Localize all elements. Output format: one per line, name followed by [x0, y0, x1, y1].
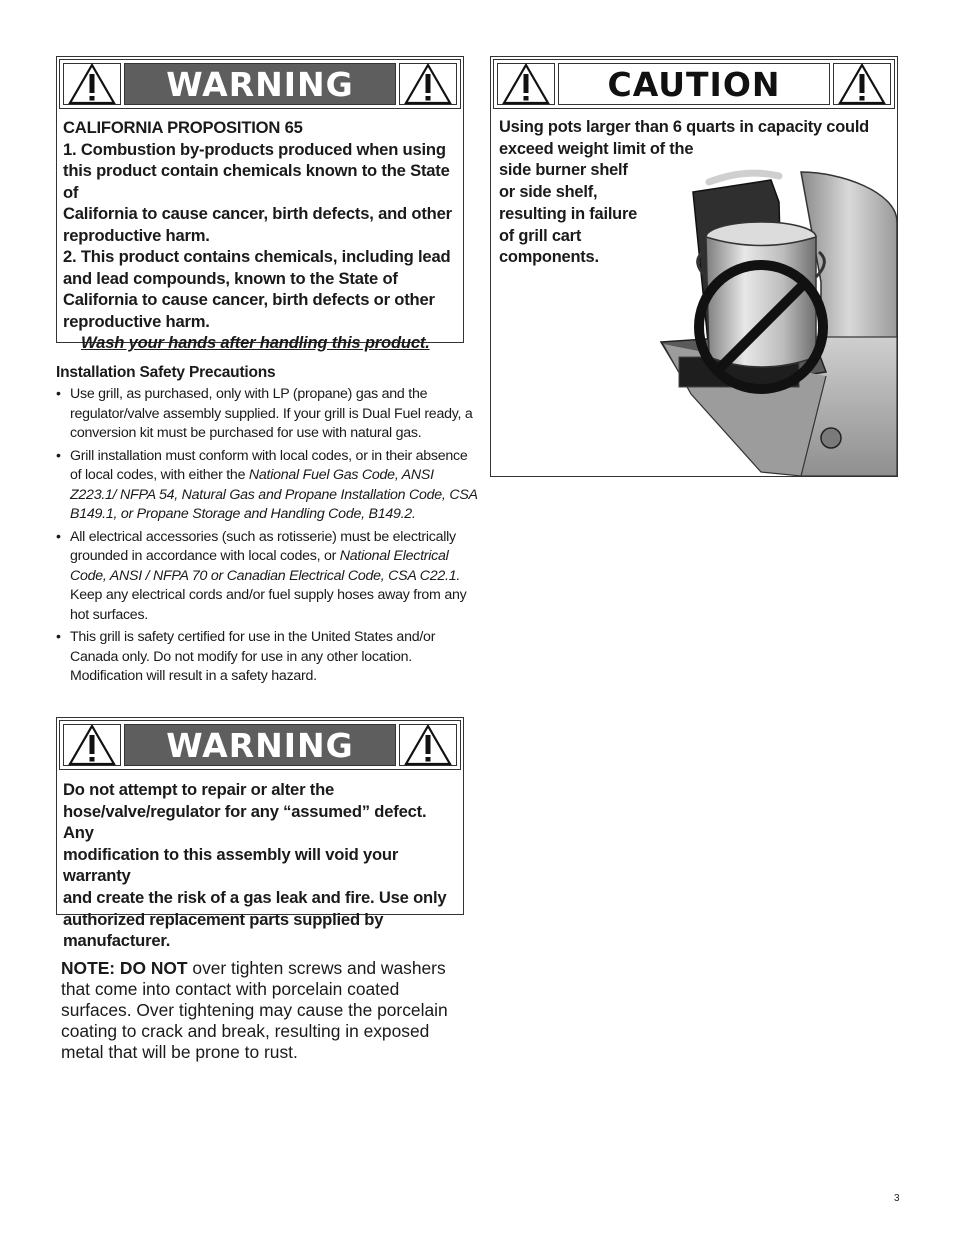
warning-triangle-icon — [399, 724, 457, 766]
caution-title: CAUTION — [558, 63, 830, 105]
list-item — [56, 385, 481, 444]
caution-line: side burner shelf — [499, 161, 628, 180]
caution-line: of grill cart — [499, 226, 582, 245]
list-item-text: Keep any electrical cords and/or fuel supply hoses away from any hot surfaces. — [70, 587, 467, 623]
prop65-line: California to cause cancer, birth defects or other — [63, 290, 435, 309]
caution-line: or side shelf, — [499, 183, 598, 202]
wash-hands-note: Wash your hands after handling this product. — [81, 333, 430, 352]
list-item-text: Use grill, as purchased, only with LP (propane) gas and the regulator/valve assembly supplied. If your grill is Dual Fuel ready, a conversion kit must be purchased for use with natural gas. — [70, 386, 473, 441]
list-item-text: All electrical accessories (such as rotisserie) must be electrically grounded in accordance with local codes, or — [70, 528, 456, 564]
prop65-line: reproductive harm. — [63, 311, 210, 331]
grill-pot-illustration — [651, 162, 897, 476]
warning-triangle-icon — [63, 724, 121, 766]
warning-triangle-icon — [497, 63, 555, 105]
regulator-warning-box — [56, 717, 464, 951]
warning-line: Do not attempt to repair or alter the — [63, 780, 335, 799]
warning-title: WARNING — [124, 63, 396, 105]
prop65-line: 1. Combustion by-products produced when using — [63, 139, 446, 159]
warning-triangle-icon — [833, 63, 891, 105]
list-item — [56, 447, 481, 525]
caution-line: exceed weight limit of the — [499, 139, 694, 158]
caution-line: components. — [499, 248, 599, 267]
installation-list — [56, 385, 481, 690]
note-lead: NOTE: DO NOT — [61, 958, 188, 978]
prop65-text — [63, 117, 455, 354]
regulator-warning-text — [63, 779, 455, 952]
warning-line: authorized replacement parts supplied by — [63, 909, 384, 929]
list-item-text: This grill is safety certified for use in the United States and/or Canada only. Do not modify for use in any other location. Modification will result in a safety hazard. — [70, 629, 436, 684]
warning-line: and create the risk of a gas leak and fire. Use only — [63, 887, 447, 907]
warning-triangle-icon — [399, 63, 457, 105]
warning-header — [59, 720, 461, 770]
page-number: 3 — [894, 1193, 900, 1204]
list-item-italic: National Electrical Code, ANSI / NFPA 70 or Canadian Electrical Code, CSA C22.1. — [70, 548, 461, 584]
note-text: over tighten screws and washers that come into contact with porcelain coated surfaces. Over tightening may cause the porcelain coating to crack and break, resulting in exposed metal that will be prone to rust. — [61, 958, 448, 1062]
warning-title: WARNING — [124, 724, 396, 766]
warning-line: manufacturer. — [63, 931, 171, 951]
warning-line: modification to this assembly will void your warranty — [63, 844, 399, 886]
list-item-text: Grill installation must conform with local codes, or in their absence of local codes, with either the — [70, 447, 468, 483]
list-item — [56, 628, 481, 687]
caution-header — [493, 59, 895, 109]
prop65-line: CALIFORNIA PROPOSITION 65 — [63, 118, 303, 137]
prop65-warning-box — [56, 56, 464, 352]
prop65-line: this product contain chemicals known to the State of — [63, 161, 450, 202]
prop65-line: reproductive harm. — [63, 225, 210, 245]
porcelain-note — [61, 958, 471, 1063]
prop65-line: and lead compounds, known to the State of — [63, 268, 398, 288]
prop65-line: California to cause cancer, birth defects, and other — [63, 204, 452, 223]
caution-line: resulting in failure — [499, 204, 638, 223]
list-item — [56, 528, 481, 626]
caution-box — [490, 56, 898, 477]
warning-header — [59, 59, 461, 109]
warning-line: hose/valve/regulator for any “assumed” defect. Any — [63, 801, 427, 843]
warning-triangle-icon — [63, 63, 121, 105]
list-item-italic: National Fuel Gas Code, ANSI Z223.1/ NFPA 54, Natural Gas and Propane Installation Code, CSA B149.1, or Propane Storage and Handling Code, B149.2. — [70, 467, 478, 522]
installation-heading: Installation Safety Precautions — [56, 364, 276, 381]
caution-line: Using pots larger than 6 quarts in capacity could — [499, 118, 869, 136]
prop65-line: 2. This product contains chemicals, including lead — [63, 247, 451, 266]
